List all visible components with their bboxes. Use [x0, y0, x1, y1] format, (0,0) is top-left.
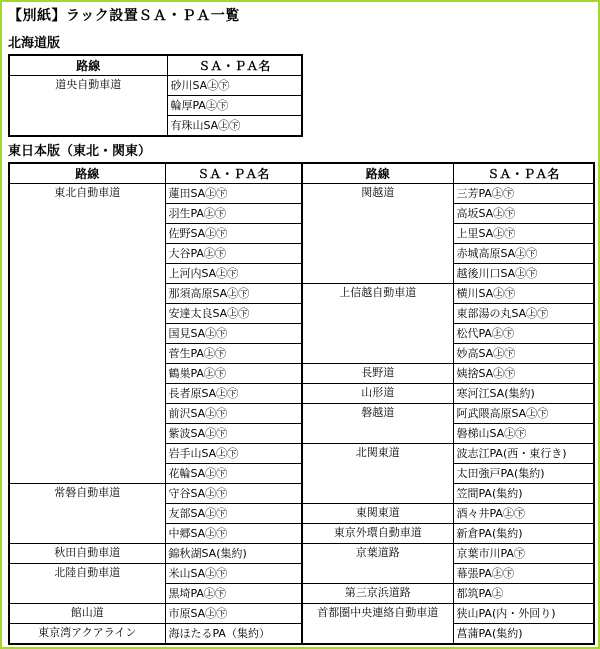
sapa-name-cell: 狭山PA(内・外回り) [453, 604, 594, 624]
route-name-cell: 山形道 [302, 384, 453, 404]
sapa-name-cell: 横川SA㊤㊦ [453, 284, 594, 304]
route-name-cell: 秋田自動車道 [9, 544, 165, 564]
col-header-route: 路線 [302, 163, 453, 184]
sapa-name-cell: 砂川SA㊤㊦ [167, 76, 302, 96]
sapa-name-cell: 三芳PA㊤㊦ [453, 184, 594, 204]
table-header-row [9, 163, 594, 184]
sapa-name-cell: 酒々井PA㊤㊦ [453, 504, 594, 524]
route-name-cell: 京葉道路 [302, 544, 453, 584]
sapa-name-cell: 新倉PA(集約) [453, 524, 594, 544]
route-name-cell: 道央自動車道 [9, 76, 167, 137]
route-name-cell: 第三京浜道路 [302, 584, 453, 604]
route-name-cell: 首都圏中央連絡自動車道 [302, 604, 453, 645]
sapa-name-cell: 姨捨SA㊤㊦ [453, 364, 594, 384]
sapa-name-cell: 菅生PA㊤㊦ [165, 344, 302, 364]
sapa-name-cell: 守谷SA㊤㊦ [165, 484, 302, 504]
table-row [9, 624, 594, 645]
sapa-name-cell: 京葉市川PA㊦ [453, 544, 594, 564]
sapa-name-cell: 国見SA㊤㊦ [165, 324, 302, 344]
route-name-cell: 北陸自動車道 [9, 564, 165, 604]
sapa-name-cell: 上河内SA㊤㊦ [165, 264, 302, 284]
sapa-name-cell: 那須高原SA㊤㊦ [165, 284, 302, 304]
route-name-cell: 長野道 [302, 364, 453, 384]
page-title: 【別紙】ラック設置ＳＡ・ＰＡ一覧 [8, 8, 240, 24]
sapa-name-cell: 磐梯山SA㊤㊦ [453, 424, 594, 444]
route-name-cell: 北関東道 [302, 444, 453, 504]
sapa-name-cell: 岩手山SA㊤㊦ [165, 444, 302, 464]
route-name-cell: 関越道 [302, 184, 453, 284]
route-name-cell: 上信越自動車道 [302, 284, 453, 364]
sapa-name-cell: 都筑PA㊤ [453, 584, 594, 604]
sapa-name-cell: 錦秋湖SA(集約) [165, 544, 302, 564]
sapa-name-cell: 有珠山SA㊤㊦ [167, 116, 302, 137]
route-name-cell: 東北自動車道 [9, 184, 165, 484]
sapa-name-cell: 笠間PA(集約) [453, 484, 594, 504]
sapa-name-cell: 紫波SA㊤㊦ [165, 424, 302, 444]
sapa-name-cell: 佐野SA㊤㊦ [165, 224, 302, 244]
route-name-cell: 東関東道 [302, 504, 453, 524]
col-header-sapa: ＳＡ・ＰＡ名 [167, 55, 302, 76]
sapa-name-cell: 菖蒲PA(集約) [453, 624, 594, 645]
sapa-name-cell: 輪厚PA㊤㊦ [167, 96, 302, 116]
sapa-name-cell: 大谷PA㊤㊦ [165, 244, 302, 264]
route-name-cell: 東京外環自動車道 [302, 524, 453, 544]
sapa-name-cell: 上里SA㊤㊦ [453, 224, 594, 244]
table-row [9, 484, 594, 504]
table-row [9, 564, 594, 584]
route-name-cell: 東京湾アクアライン [9, 624, 165, 645]
sapa-name-cell: 妙高SA㊤㊦ [453, 344, 594, 364]
hokkaido-table [8, 54, 303, 137]
sapa-name-cell: 海ほたるPA（集約） [165, 624, 302, 645]
sapa-name-cell: 羽生PA㊤㊦ [165, 204, 302, 224]
sapa-name-cell: 黒埼PA㊤㊦ [165, 584, 302, 604]
sapa-name-cell: 幕張PA㊤㊦ [453, 564, 594, 584]
table-row [9, 544, 594, 564]
table-row [9, 604, 594, 624]
col-header-route: 路線 [9, 55, 167, 76]
sapa-name-cell: 寒河江SA(集約) [453, 384, 594, 404]
sapa-name-cell: 蓮田SA㊤㊦ [165, 184, 302, 204]
section-heading-hokkaido: 北海道版 [8, 36, 61, 51]
col-header-sapa: ＳＡ・ＰＡ名 [453, 163, 594, 184]
sapa-name-cell: 太田強戸PA(集約) [453, 464, 594, 484]
col-header-route: 路線 [9, 163, 165, 184]
table-header-row [9, 55, 302, 76]
sapa-name-cell: 中郷SA㊤㊦ [165, 524, 302, 544]
table-row [9, 76, 302, 96]
table-row [9, 184, 594, 204]
sapa-name-cell: 友部SA㊤㊦ [165, 504, 302, 524]
section-heading-east: 東日本版（東北・関東） [8, 144, 152, 159]
sapa-name-cell: 高坂SA㊤㊦ [453, 204, 594, 224]
col-header-sapa: ＳＡ・ＰＡ名 [165, 163, 302, 184]
sapa-name-cell: 市原SA㊤㊦ [165, 604, 302, 624]
sapa-name-cell: 安達太良SA㊤㊦ [165, 304, 302, 324]
route-name-cell: 磐越道 [302, 404, 453, 444]
sapa-name-cell: 花輪SA㊤㊦ [165, 464, 302, 484]
sapa-name-cell: 波志江PA(西・東行き) [453, 444, 594, 464]
sapa-name-cell: 松代PA㊤㊦ [453, 324, 594, 344]
sapa-name-cell: 赤城高原SA㊤㊦ [453, 244, 594, 264]
sapa-name-cell: 米山SA㊤㊦ [165, 564, 302, 584]
sapa-name-cell: 阿武隈高原SA㊤㊦ [453, 404, 594, 424]
sapa-name-cell: 前沢SA㊤㊦ [165, 404, 302, 424]
sapa-name-cell: 越後川口SA㊤㊦ [453, 264, 594, 284]
route-name-cell: 常磐自動車道 [9, 484, 165, 544]
route-name-cell: 館山道 [9, 604, 165, 624]
east-table [8, 162, 595, 645]
sapa-name-cell: 鶴巣PA㊤㊦ [165, 364, 302, 384]
sapa-name-cell: 長者原SA㊤㊦ [165, 384, 302, 404]
sapa-name-cell: 東部湯の丸SA㊤㊦ [453, 304, 594, 324]
